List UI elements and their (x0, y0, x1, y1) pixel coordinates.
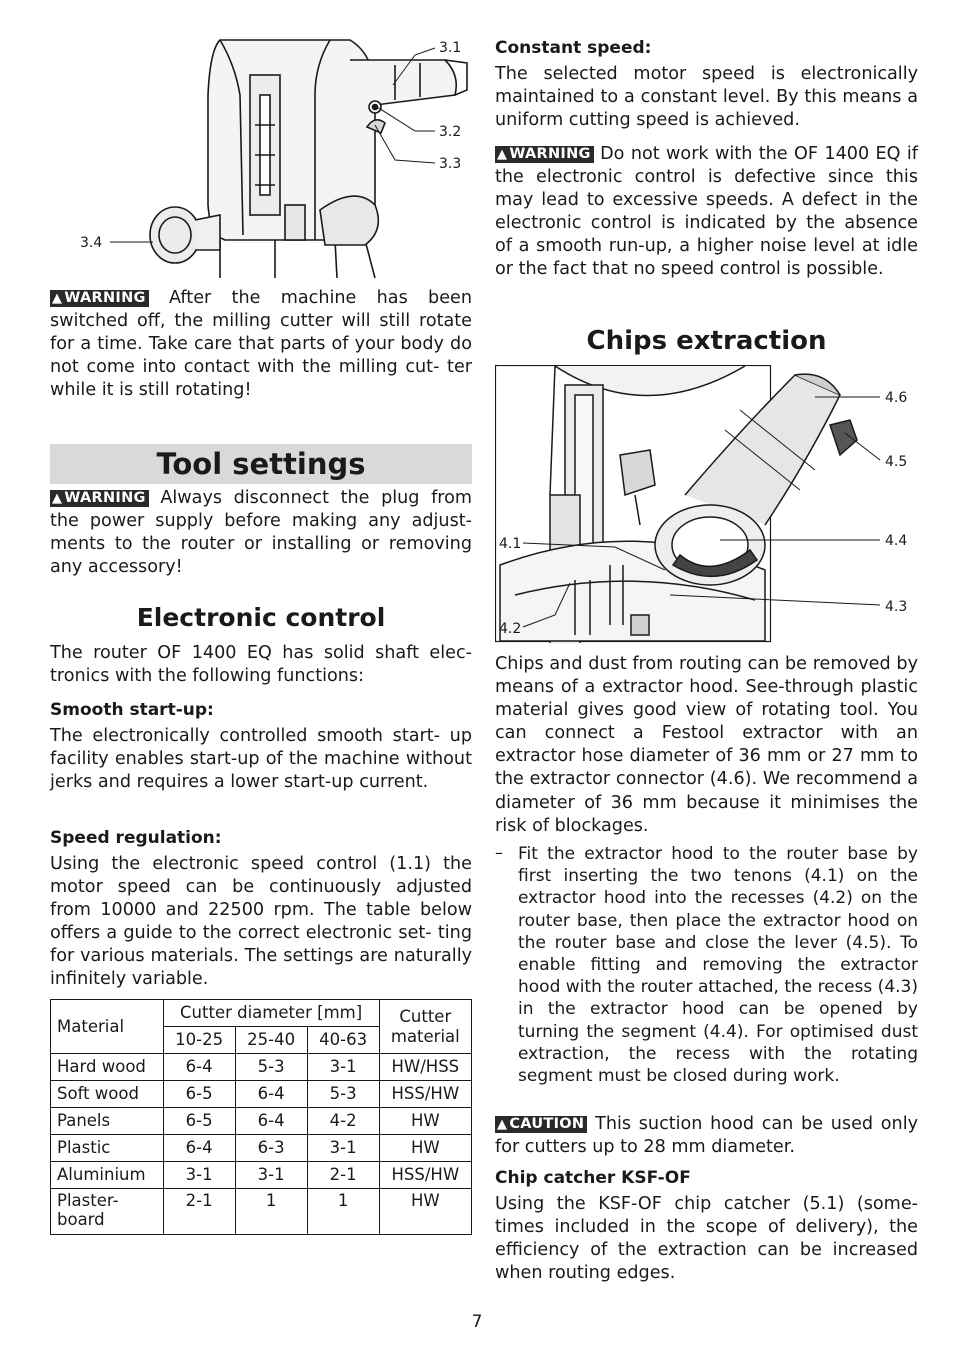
label-3-4: 3.4 (80, 235, 103, 251)
speed-settings-table (50, 999, 472, 1235)
caution-note: ▲ CAUTION This suction hood can be used only for cutters up to 28 mm diameter. (495, 1114, 918, 1158)
table-row: Panels 6-5 6-4 4-2 HW (51, 1108, 472, 1135)
chips-extraction-text: Chips and dust from routing can be removed by means of a extractor hood. See-through plastic material gives good view of rotating tool. You can connect a Festool extractor with an extractor hose diameter of 36 mm or 27 mm to the extractor connector (4.6). We recommend a diameter of 36 mm because it minimises the risk of blockages. (495, 654, 918, 836)
page-number: 7 (471, 1312, 483, 1332)
table-header-diameter: 25-40 (235, 1027, 307, 1054)
label-4-2: 4.2 (499, 621, 522, 637)
chips-extraction-heading: Chips extraction (586, 326, 827, 356)
table-header-material: Material (51, 1000, 164, 1054)
list-item: – Fit the extractor hood to the router base by first inserting the two tenons (4.1) on the extractor hood into the recesses (4.2) on the router base, then place the extractor hood on the router base and close the lever (4.5). To enable fitting and removing the extractor hood with the router attached, the recess (4.3) in the extractor hood can be opened by turning the segment (4.4). For optimised dust extraction, the recess with the rotating segment must be closed during work. (495, 843, 918, 1087)
label-3-2: 3.2 (439, 124, 462, 140)
table-row: Plastic 6-4 6-3 3-1 HW (51, 1135, 472, 1162)
warning-badge: ▲ WARNING (50, 290, 149, 307)
label-3-3: 3.3 (439, 156, 462, 172)
table-header-cutter-diameter: Cutter diameter [mm] (163, 1000, 379, 1027)
label-4-6: 4.6 (885, 390, 908, 406)
warning-triangle-icon: ▲ (52, 291, 63, 306)
electronic-control-intro: The router OF 1400 EQ has solid shaft elec- tronics with the following functions: (50, 643, 472, 687)
constant-speed-title: Constant speed: (495, 38, 652, 58)
table-row: Hard wood 6-4 5-3 3-1 HW/HSS (51, 1054, 472, 1081)
chip-catcher-text: Using the KSF-OF chip catcher (5.1) (some- times included in the scope of delivery), the efficiency of the extraction can be increased when routing edges. (495, 1194, 918, 1284)
chip-catcher-title: Chip catcher KSF-OF (495, 1168, 691, 1188)
smooth-startup-text: The electronically controlled smooth start- up facility enables start-up of the machine without jerks and requires a lower start-up current. (50, 726, 472, 793)
warning-triangle-icon: ▲ (497, 147, 508, 162)
caution-triangle-icon: ▲ (497, 1117, 508, 1132)
label-4-3: 4.3 (885, 599, 908, 615)
warning-triangle-icon: ▲ (52, 491, 63, 506)
table-header-diameter: 10-25 (163, 1027, 235, 1054)
smooth-startup-title: Smooth start-up: (50, 700, 214, 720)
electronic-control-heading: Electronic control (136, 603, 386, 632)
constant-speed-warning: ▲ WARNING Do not work with the OF 1400 EQ if the electronic control is defective since this may lead to excessive speeds. A defect in the electronic control is indicated by the absence of a smooth run-up, a higher noise level at idle or the fact that no speed control is possible. (495, 144, 918, 280)
table-header-diameter: 40-63 (307, 1027, 379, 1054)
warning-badge: ▲ WARNING (495, 146, 594, 163)
tool-settings-heading: Tool settings (50, 444, 472, 484)
constant-speed-text: The selected motor speed is electronically maintained to a constant level. By this means a uniform cutting speed is achieved. (495, 64, 918, 131)
table-row: Plaster- board 2-1 1 1 HW (51, 1189, 472, 1235)
warning-after-switch-off: ▲ WARNING After the machine has been switched off, the milling cutter will still rotate for a time. Take care that parts of your body do not come into contact with the milling cut- ter while it is still rotating! (50, 288, 472, 401)
caution-badge: ▲ CAUTION (495, 1116, 587, 1133)
router-figure (75, 35, 475, 280)
tool-settings-warning: ▲ WARNING Always disconnect the plug from the power supply before making any adjust- ments to the router or installing or removing any accessory! (50, 488, 473, 578)
speed-regulation-title: Speed regulation: (50, 828, 222, 848)
speed-regulation-text: Using the electronic speed control (1.1) the motor speed can be continuously adjusted from 10000 and 22500 rpm. The table below offers a guide to the correct electronic set- ting for various materials. The settings are naturally infinitely variable. (50, 854, 472, 990)
table-row: Aluminium 3-1 3-1 2-1 HSS/HW (51, 1162, 472, 1189)
warning-badge: ▲ WARNING (50, 490, 149, 507)
label-3-1: 3.1 (439, 40, 462, 56)
label-4-1: 4.1 (499, 536, 522, 552)
label-4-4: 4.4 (885, 533, 908, 549)
table-row: Soft wood 6-5 6-4 5-3 HSS/HW (51, 1081, 472, 1108)
extractor-hood-figure (495, 365, 915, 643)
label-4-5: 4.5 (885, 454, 908, 470)
table-header-cutter-material: Cutter material (379, 1000, 471, 1054)
